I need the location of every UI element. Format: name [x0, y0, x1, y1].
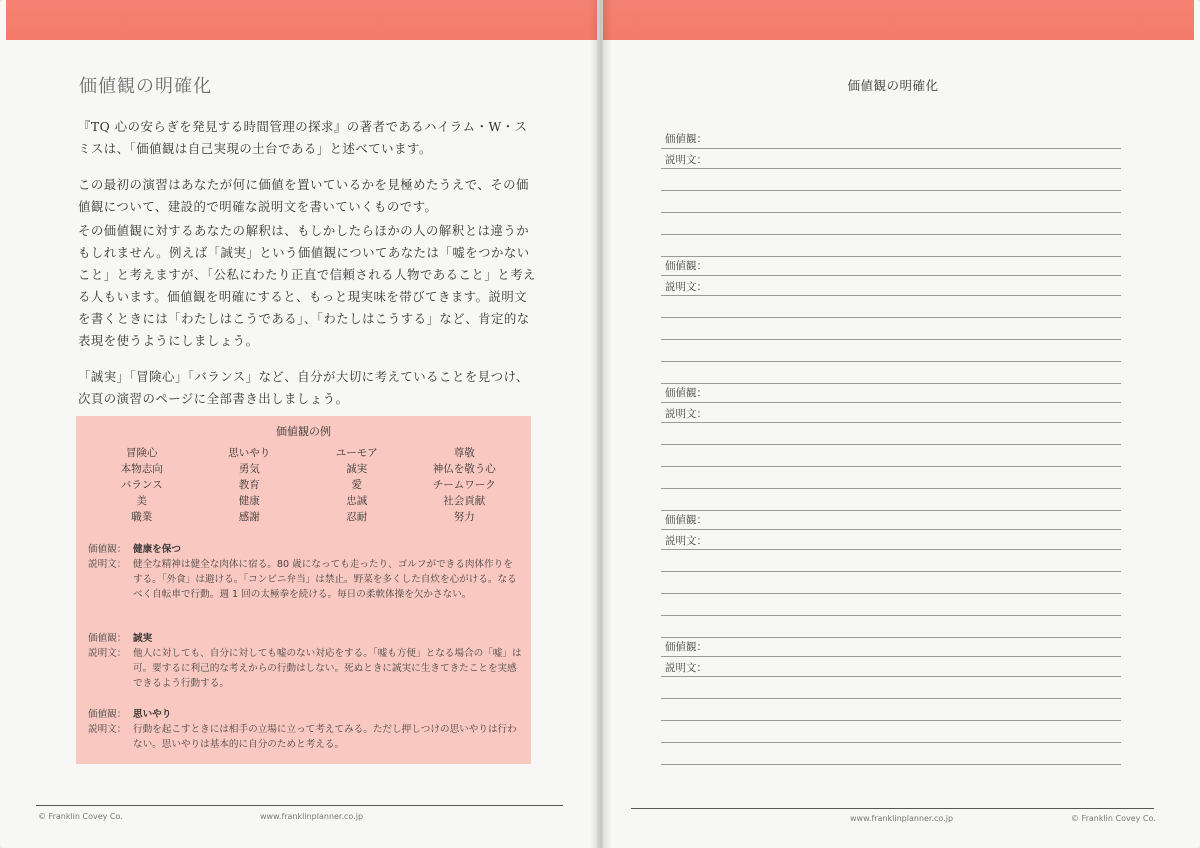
description-write-line[interactable]: [661, 361, 1121, 362]
example-box-title: 価値観の例: [276, 425, 331, 438]
description-label: 説明文：: [665, 535, 707, 547]
value-word: 感謝: [238, 511, 260, 523]
values-row: [88, 477, 518, 493]
value-word: 健康: [238, 495, 260, 507]
intro-paragraph: その価値観に対するあなたの解釈は、もしかしたらほかの人の解釈とは違うかもしれません。例えば「誠実」という価値観についてあなたは「嘘をつかないこと」と考えますが、「公私にわたり正直で信頼される人物であること」と考える人もいます。価値観を明確にすると、もっと現実味を帯びてきます。説明文を書くときには「わたしはこうである」、「わたしはこうする」など、肯定的な表現を使うようにしましょう。: [78, 223, 536, 348]
value-word: チームワーク: [432, 479, 496, 491]
top-color-band: [603, 0, 1194, 40]
desc-key-label: 説明文：: [88, 724, 127, 735]
description-write-line[interactable]: [661, 676, 1121, 677]
description-write-line[interactable]: [661, 764, 1121, 765]
description-write-line[interactable]: [661, 615, 1121, 616]
value-label: 価値観：: [665, 641, 707, 653]
example-entry: [88, 542, 522, 602]
value-word: 本物志向: [120, 463, 163, 475]
footer-copyright: © Franklin Covey Co.: [38, 812, 123, 821]
value-write-line[interactable]: [661, 529, 1121, 530]
description-write-line[interactable]: [661, 720, 1121, 721]
value-write-line[interactable]: [661, 656, 1121, 657]
value-entry-block: [661, 509, 1121, 639]
value-word: ユーモア: [335, 447, 378, 459]
intro-paragraph: 『TQ 心の安らぎを発見する時間管理の探求』の著者であるハイラム・W・スミスは、「価値観は自己実現の土台である」と述べています。: [78, 119, 528, 156]
description-write-line[interactable]: [661, 168, 1121, 169]
value-word: 教育: [238, 479, 260, 491]
value-entry-block: [661, 382, 1121, 512]
value-write-line[interactable]: [661, 275, 1121, 276]
description-write-line[interactable]: [661, 742, 1121, 743]
values-row: [88, 509, 518, 525]
value-word: バランス: [120, 479, 163, 491]
example-description: 健全な精神は健全な肉体に宿る。80 歳になっても走ったり、ゴルフができる肉体作りをする。「外食」は避ける。「コンビニ弁当」は禁止。野菜を多くした自炊を心がける。なるべく自転車で行動。週 1 回の太極拳を続ける。毎日の柔軟体操を欠かさない。: [133, 559, 517, 600]
value-word: 神仏を敬う心: [432, 463, 496, 475]
value-word: 愛: [351, 479, 362, 491]
description-write-line[interactable]: [661, 190, 1121, 191]
top-color-band: [6, 0, 597, 40]
value-write-line[interactable]: [661, 148, 1121, 149]
description-write-line[interactable]: [661, 698, 1121, 699]
description-label: 説明文：: [665, 408, 707, 420]
values-example-box: [76, 416, 531, 764]
description-write-line[interactable]: [661, 234, 1121, 235]
value-word: 忠誠: [346, 495, 368, 507]
example-entry: [88, 707, 522, 752]
desc-key-label: 説明文：: [88, 559, 127, 570]
page-title: 価値観の明確化: [79, 76, 212, 97]
description-write-line[interactable]: [661, 317, 1121, 318]
value-key-label: 価値観：: [88, 544, 127, 555]
values-row: [88, 445, 518, 461]
example-description: 行動を起こすときには相手の立場に立って考えてみる。ただし押しつけの思いやりは行わない。思いやりは基本的に自分のためと考える。: [133, 724, 517, 750]
value-entry-block: [661, 636, 1121, 766]
description-write-line[interactable]: [661, 422, 1121, 423]
description-write-line[interactable]: [661, 339, 1121, 340]
example-description: 他人に対しても、自分に対しても嘘のない対応をする。「嘘も方便」となる場合の「嘘」は可。要するに利己的な考えからの行動はしない。死ぬときに誠実に生きてきたことを実感できるよう行動する。: [133, 648, 522, 689]
value-word: 思いやり: [228, 447, 271, 459]
description-write-line[interactable]: [661, 488, 1121, 489]
right-page: [603, 0, 1200, 848]
intro-text: [78, 116, 536, 424]
value-label: 価値観：: [665, 260, 707, 272]
description-write-line[interactable]: [661, 295, 1121, 296]
description-write-line[interactable]: [661, 466, 1121, 467]
description-write-line[interactable]: [661, 549, 1121, 550]
example-value: 思いやり: [133, 709, 172, 720]
description-label: 説明文：: [665, 281, 707, 293]
value-word: 努力: [453, 511, 475, 523]
intro-paragraph: この最初の演習はあなたが何に価値を置いているかを見極めたうえで、その価値観について、建設的で明確な説明文を書いていくものです。: [78, 177, 529, 214]
value-word: 社会貢献: [443, 495, 486, 507]
values-grid: [88, 445, 518, 525]
values-row: [88, 461, 518, 477]
footer-copyright: © Franklin Covey Co.: [1071, 814, 1156, 823]
value-key-label: 価値観：: [88, 709, 127, 720]
value-word: 忍耐: [346, 511, 368, 523]
description-label: 説明文：: [665, 154, 707, 166]
value-word: 冒険心: [126, 447, 158, 459]
footer-url: www.franklinplanner.co.jp: [260, 812, 364, 821]
example-entry: [88, 631, 522, 691]
value-label: 価値観：: [665, 133, 707, 145]
value-word: 尊敬: [453, 447, 475, 459]
value-entry-block: [661, 255, 1121, 385]
value-word: 職業: [131, 511, 153, 523]
left-page: [0, 0, 597, 848]
value-write-line[interactable]: [661, 402, 1121, 403]
footer-rule: [631, 808, 1154, 809]
example-value: 誠実: [133, 633, 153, 644]
description-write-line[interactable]: [661, 212, 1121, 213]
description-write-line[interactable]: [661, 571, 1121, 572]
values-row: [88, 493, 518, 509]
description-label: 説明文：: [665, 662, 707, 674]
value-key-label: 価値観：: [88, 633, 127, 644]
desc-key-label: 説明文：: [88, 648, 127, 659]
footer-rule: [36, 805, 563, 806]
description-write-line[interactable]: [661, 593, 1121, 594]
value-word: 誠実: [346, 463, 368, 475]
value-label: 価値観：: [665, 387, 707, 399]
intro-paragraph: 「誠実」「冒険心」「バランス」など、自分が大切に考えていることを見つけ、次頁の演習のページに全部書き出しましょう。: [78, 369, 529, 406]
footer-url: www.franklinplanner.co.jp: [850, 814, 954, 823]
description-write-line[interactable]: [661, 444, 1121, 445]
value-label: 価値観：: [665, 514, 707, 526]
example-value: 健康を保つ: [133, 544, 181, 555]
value-entry-block: [661, 128, 1121, 258]
value-word: 勇気: [238, 463, 260, 475]
page-title: 価値観の明確化: [847, 78, 939, 93]
value-word: 美: [136, 495, 147, 507]
